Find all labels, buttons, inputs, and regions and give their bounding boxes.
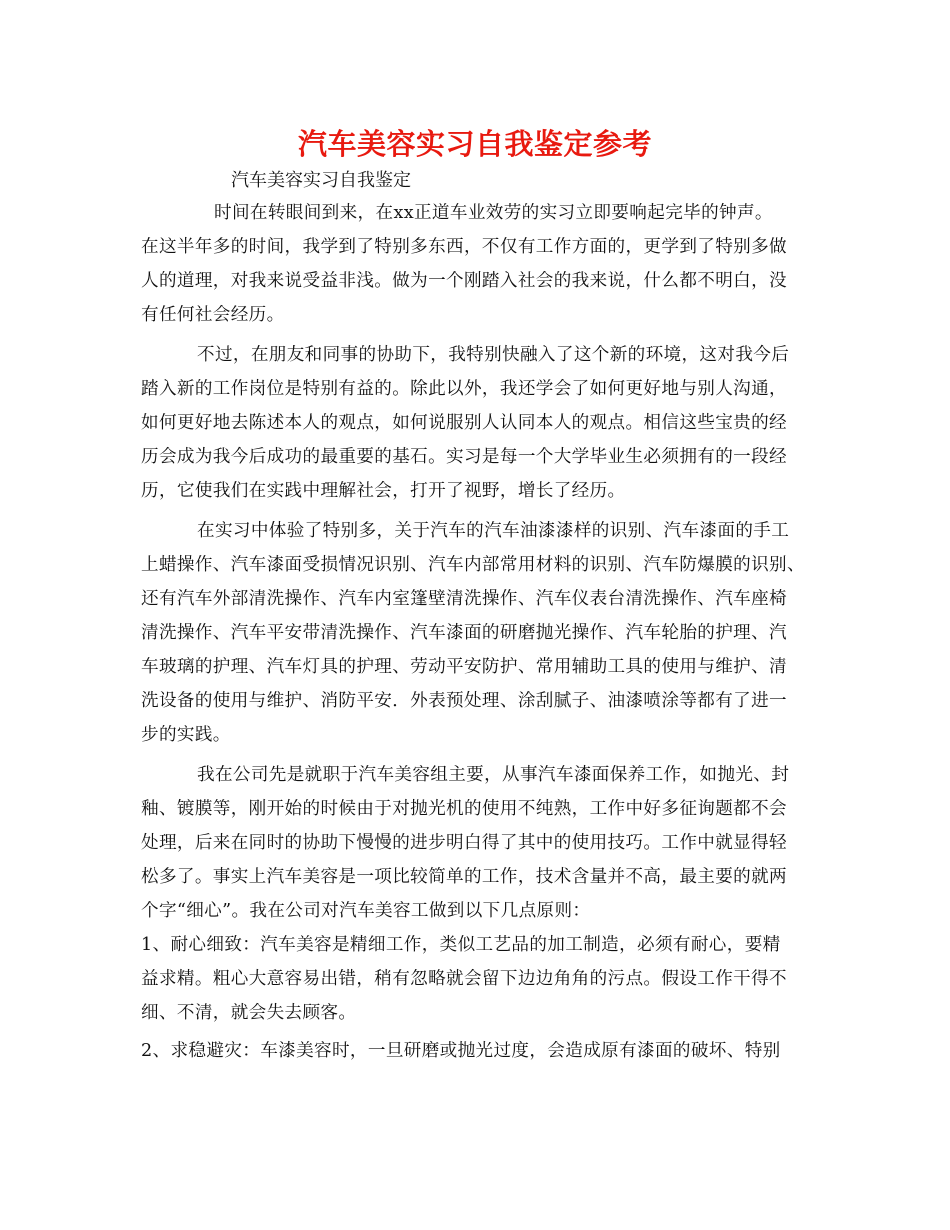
paragraph-line: 上蜡操作、汽车漆面受损情况识别、汽车内部常用材料的识别、汽车防爆膜的识别、 xyxy=(141,555,805,575)
paragraph-line: 益求精。粗心大意容易出错，稍有忽略就会留下边边角角的污点。假设工作干得不 xyxy=(141,969,787,989)
paragraph-line: 洗设备的使用与维护、消防平安．外表预处理、涂刮腻子、油漆喷涂等都有了进一 xyxy=(141,691,787,711)
paragraph-line: 2、求稳避灾：车漆美容时，一旦研磨或抛光过度，会造成原有漆面的破坏、特别 xyxy=(141,1041,781,1061)
document-subtitle: 汽车美容实习自我鉴定 xyxy=(231,170,411,191)
paragraph-line: 还有汽车外部清洗操作、汽车内室篷壁清洗操作、汽车仪表台清洗操作、汽车座椅 xyxy=(141,589,787,609)
paragraph-line: 不过，在朋友和同事的协助下，我特别快融入了这个新的环境，这对我今后 xyxy=(197,345,790,365)
paragraph-line: 踏入新的工作岗位是特别有益的。除此以外，我还学会了如何更好地与别人沟通， xyxy=(141,379,787,399)
paragraph-line: 松多了。事实上汽车美容是一项比较简单的工作，技术含量并不高，最主要的就两 xyxy=(141,867,787,887)
paragraph-line: 时间在转眼间到来，在xx正道车业效劳的实习立即要响起完毕的钟声。 xyxy=(214,203,773,223)
paragraph-line: 清洗操作、汽车平安带清洗操作、汽车漆面的研磨抛光操作、汽车轮胎的护理、汽 xyxy=(141,623,787,643)
paragraph-line: 步的实践。 xyxy=(141,725,231,745)
paragraph-line: 细、不清，就会失去顾客。 xyxy=(141,1003,357,1023)
paragraph-line: 如何更好地去陈述本人的观点，如何说服别人认同本人的观点。相信这些宝贵的经 xyxy=(141,413,787,433)
paragraph-line: 处理，后来在同时的协助下慢慢的进步明白得了其中的使用技巧。工作中就显得轻 xyxy=(141,833,787,853)
paragraph-line: 在这半年多的时间，我学到了特别多东西，不仅有工作方面的，更学到了特别多做 xyxy=(141,237,787,257)
paragraph-line: 我在公司先是就职于汽车美容组主要，从事汽车漆面保养工作，如抛光、封 xyxy=(197,765,790,785)
paragraph-line: 有任何社会经历。 xyxy=(141,305,285,325)
paragraph-line: 车玻璃的护理、汽车灯具的护理、劳动平安防护、常用辅助工具的使用与维护、清 xyxy=(141,657,787,677)
paragraph-line: 个字“细心”。我在公司对汽车美容工做到以下几点原则： xyxy=(141,901,591,921)
paragraph-line: 1、耐心细致：汽车美容是精细工作，类似工艺品的加工制造，必须有耐心，要精 xyxy=(141,935,781,955)
paragraph-line: 釉、镀膜等，刚开始的时候由于对抛光机的使用不纯熟，工作中好多征询题都不会 xyxy=(141,799,787,819)
document-title: 汽车美容实习自我鉴定参考 xyxy=(297,127,652,161)
paragraph-line: 人的道理，对我来说受益非浅。做为一个刚踏入社会的我来说，什么都不明白，没 xyxy=(141,271,787,291)
paragraph-line: 历会成为我今后成功的最重要的基石。实习是每一个大学毕业生必须拥有的一段经 xyxy=(141,447,787,467)
paragraph-line: 历，它使我们在实践中理解社会，打开了视野，增长了经历。 xyxy=(141,481,626,501)
paragraph-line: 在实习中体验了特别多，关于汽车的汽车油漆漆样的识别、汽车漆面的手工 xyxy=(197,521,790,541)
